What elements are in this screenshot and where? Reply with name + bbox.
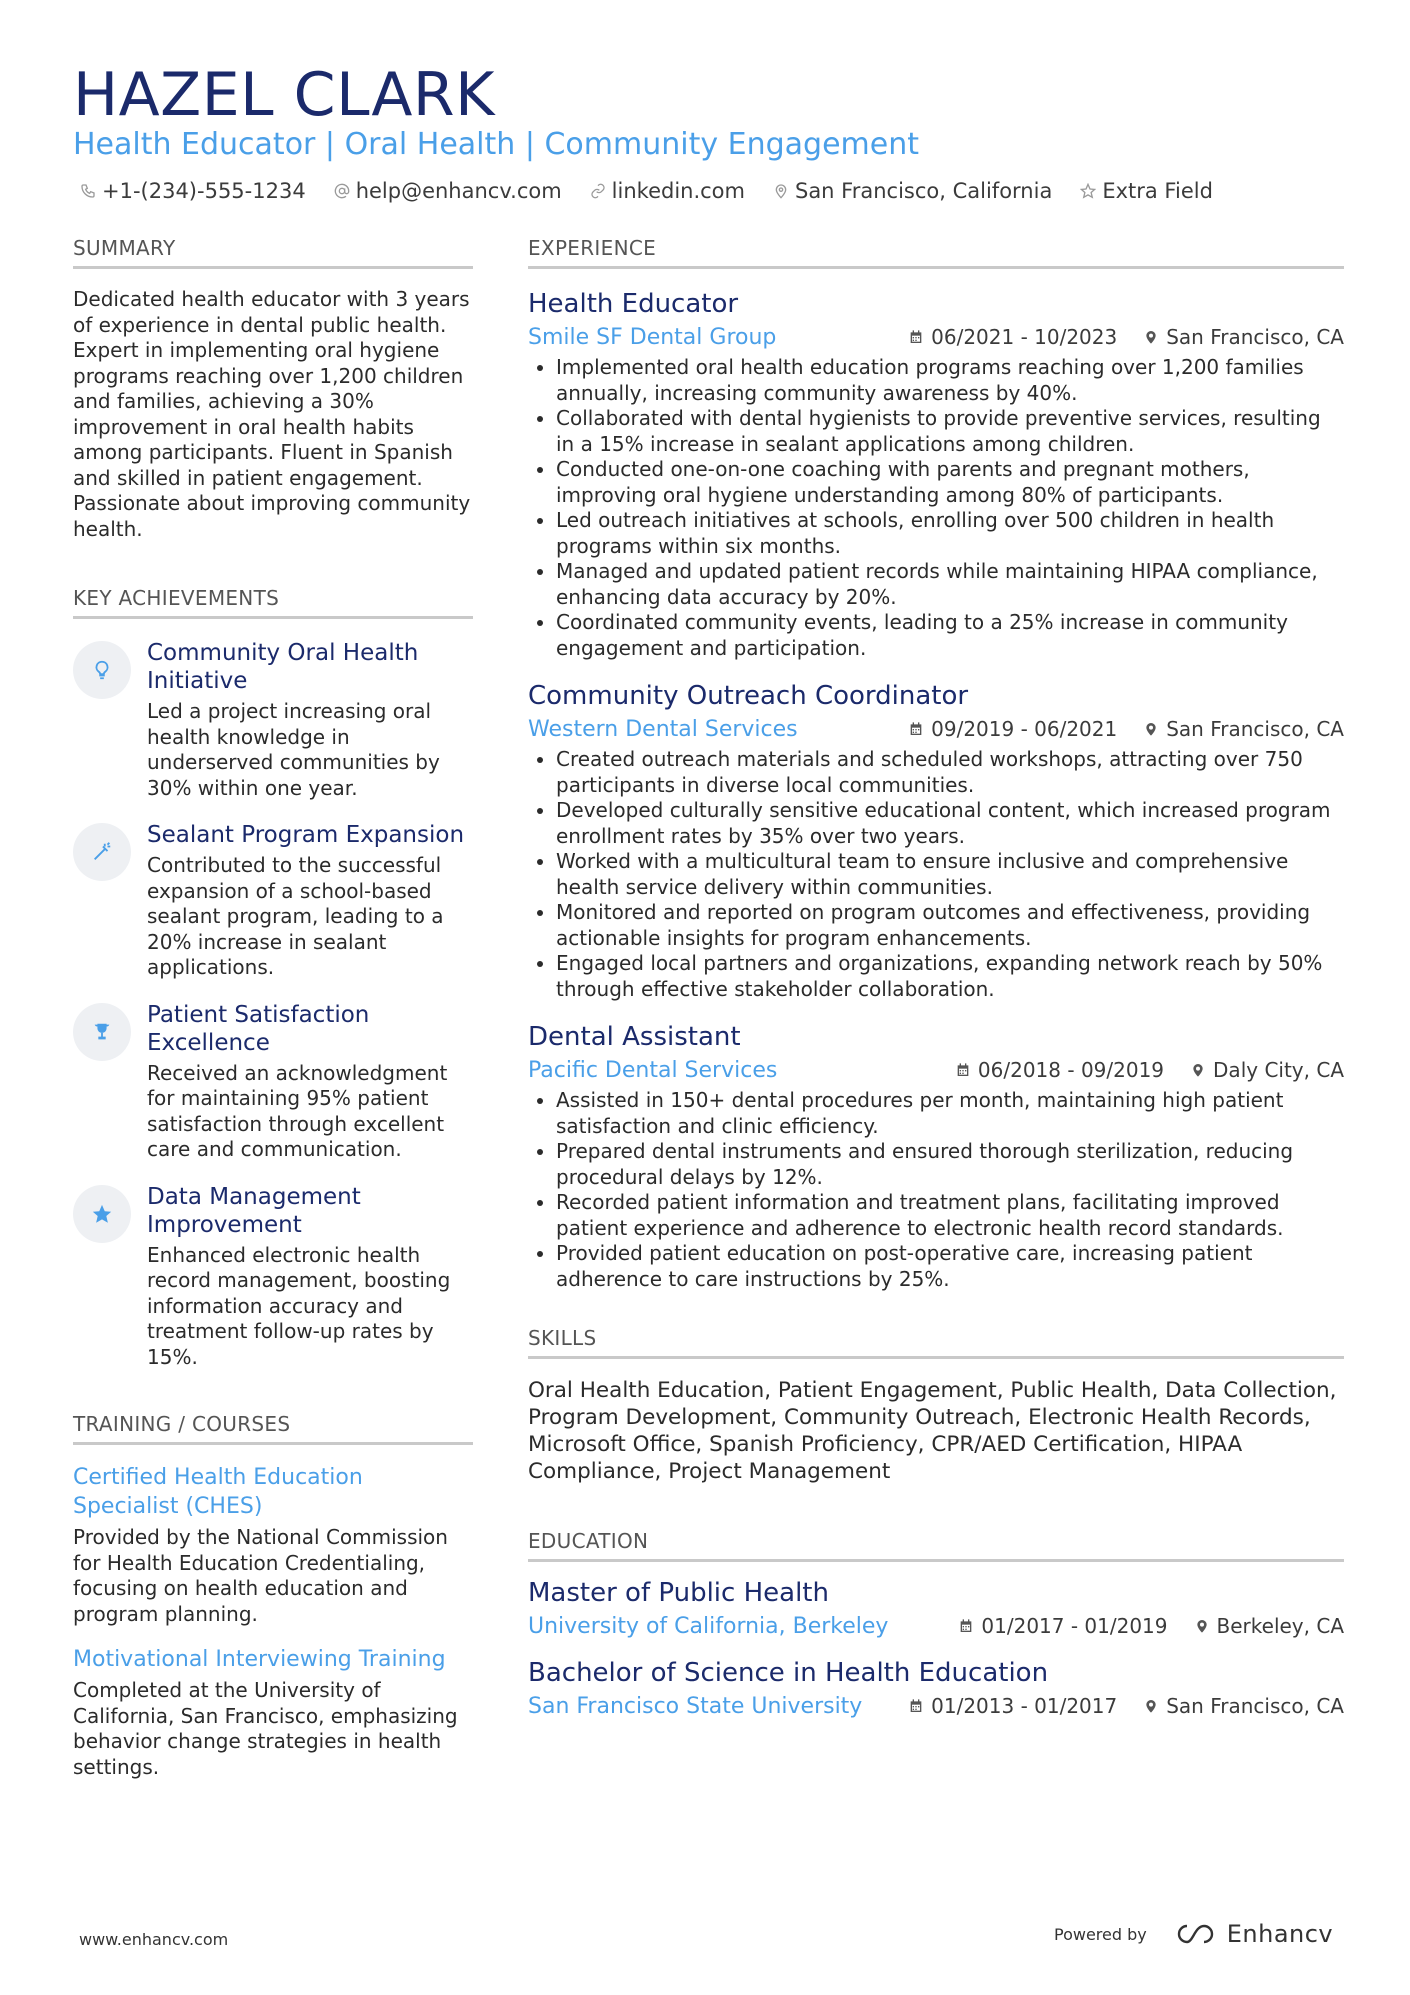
contact-email-text: help@enhancv.com — [355, 179, 562, 203]
job-bullet: • Developed culturally sensitive educational content, which increased program enrollment rates by 35% over two years. — [556, 798, 1344, 849]
job-bullet: • Worked with a multicultural team to ensure inclusive and comprehensive health service delivery within communities. — [556, 849, 1344, 900]
education-location: San Francisco, CA — [1143, 1694, 1344, 1718]
job-bullets — [528, 355, 1344, 661]
summary-text: Dedicated health educator with 3 years of experience in dental public health. Expert in implementing oral hygiene programs reaching over 1,200 children and families, achieving a 30% improvement in oral health habits among participants. Fluent in Spanish and skilled in patient engagement. Passionate about improving community health. — [73, 287, 471, 541]
education-dates: 01/2017 - 01/2019 — [958, 1614, 1167, 1638]
job-bullet: • Managed and updated patient records while maintaining HIPAA compliance, enhancing data accuracy by 20%. — [556, 559, 1344, 610]
job-location: San Francisco, CA — [1143, 717, 1344, 741]
skills-text: Oral Health Education, Patient Engagement, Public Health, Data Collection, Program Development, Community Outreach, Electronic Health Records, Microsoft Office, Spanish Proficiency, CPR/AED Certification, HIPAA Compliance, Project Management — [528, 1378, 1337, 1484]
location-pin-icon — [1190, 1062, 1206, 1078]
achievement-item — [73, 821, 473, 981]
calendar-icon — [908, 329, 924, 345]
job-entry — [528, 1020, 1344, 1292]
achievement-item — [73, 1001, 473, 1163]
achievement-item — [73, 1183, 473, 1371]
achievement-text: Enhanced electronic health record management, boosting information accuracy and treatment follow-up rates by 15%. — [147, 1242, 451, 1369]
candidate-name: HAZEL CLARK — [73, 60, 495, 130]
education-section — [528, 1529, 1344, 1722]
magic-wand-icon — [73, 823, 131, 881]
enhancv-logo-icon — [1173, 1921, 1221, 1947]
company-name: Western Dental Services — [528, 716, 798, 742]
achievement-text: Received an acknowledgment for maintaining 95% patient satisfaction through excellent care and communication. — [147, 1060, 448, 1161]
job-bullets — [528, 747, 1344, 1002]
star-icon — [1080, 183, 1096, 199]
education-dates: 01/2013 - 01/2017 — [908, 1694, 1117, 1718]
contact-linkedin-text: linkedin.com — [611, 179, 745, 203]
lightbulb-icon — [73, 641, 131, 699]
job-bullet: • Monitored and reported on program outcomes and effectiveness, providing actionable insights for program enhancements. — [556, 900, 1344, 951]
candidate-headline: Health Educator | Oral Health | Community Engagement — [73, 127, 919, 162]
phone-icon — [80, 183, 96, 199]
location-pin-icon — [1143, 721, 1159, 737]
achievement-text: Led a project increasing oral health knowledge in underserved communities by 30% within one year. — [147, 699, 440, 800]
job-entry — [528, 287, 1344, 661]
job-bullet: • Led outreach initiatives at schools, enrolling over 500 children in health programs within six months. — [556, 508, 1344, 559]
footer-website[interactable]: www.enhancv.com — [79, 1930, 229, 1949]
at-icon — [334, 183, 350, 199]
achievement-title: Community Oral Health Initiative — [147, 640, 419, 694]
location-pin-icon — [773, 183, 789, 199]
job-location: San Francisco, CA — [1143, 325, 1344, 349]
job-bullets — [528, 1088, 1344, 1292]
contact-extra-text: Extra Field — [1102, 179, 1213, 203]
footer-branding — [1054, 1920, 1333, 1948]
enhancv-brand-name: Enhancv — [1226, 1920, 1334, 1948]
experience-section — [528, 236, 1344, 1292]
contact-email[interactable] — [334, 179, 562, 203]
job-dates: 06/2018 - 09/2019 — [955, 1058, 1164, 1082]
right-column — [528, 236, 1344, 1722]
powered-by-label: Powered by — [1054, 1924, 1147, 1944]
course-title: Motivational Interviewing Training — [73, 1647, 446, 1672]
contact-linkedin[interactable] — [590, 179, 745, 203]
job-bullet: • Coordinated community events, leading to a 25% increase in community engagement and participation. — [556, 610, 1344, 661]
summary-section — [73, 236, 473, 542]
summary-heading: SUMMARY — [73, 236, 473, 269]
achievements-heading: KEY ACHIEVEMENTS — [73, 586, 473, 619]
job-location: Daly City, CA — [1190, 1058, 1344, 1082]
location-pin-icon — [1194, 1618, 1210, 1634]
skills-section — [528, 1326, 1344, 1485]
job-bullet: • Prepared dental instruments and ensured thorough sterilization, reducing procedural delays by 12%. — [556, 1139, 1344, 1190]
calendar-icon — [908, 1698, 924, 1714]
achievement-text: Contributed to the successful expansion of a school-based sealant program, leading to a 20% increase in sealant applications. — [147, 853, 444, 979]
course-description: Provided by the National Commission for Health Education Credentialing, focusing on health education and program planning. — [73, 1525, 448, 1626]
course-description: Completed at the University of California, San Francisco, emphasizing behavior change strategies in health settings. — [73, 1678, 458, 1779]
job-bullet: • Implemented oral health education programs reaching over 1,200 families annually, increasing community awareness by 40%. — [556, 355, 1344, 406]
job-bullet: • Recorded patient information and treatment plans, facilitating improved patient experience and adherence to electronic health record standards. — [556, 1190, 1344, 1241]
achievement-title: Data Management Improvement — [147, 1183, 361, 1238]
achievement-title: Patient Satisfaction Excellence — [147, 1001, 370, 1056]
education-location: Berkeley, CA — [1194, 1614, 1344, 1638]
contact-location-text: San Francisco, California — [794, 179, 1053, 203]
job-bullet: • Assisted in 150+ dental procedures per month, maintaining high patient satisfaction and clinic efficiency. — [556, 1088, 1344, 1139]
star-icon — [73, 1185, 131, 1243]
location-pin-icon — [1143, 1698, 1159, 1714]
course-title: Certified Health Education Specialist (CHES) — [73, 1465, 363, 1519]
training-section — [73, 1412, 473, 1780]
job-title: Health Educator — [528, 289, 739, 319]
calendar-icon — [955, 1062, 971, 1078]
contact-location — [773, 179, 1052, 203]
job-bullet: • Conducted one-on-one coaching with parents and pregnant mothers, improving oral hygiene understanding among 80% of participants. — [556, 457, 1344, 508]
achievement-title: Sealant Program Expansion — [147, 822, 465, 848]
skills-heading: SKILLS — [528, 1326, 1344, 1359]
job-bullet: • Created outreach materials and scheduled workshops, attracting over 750 participants in diverse local communities. — [556, 747, 1344, 798]
education-entry — [528, 1656, 1344, 1722]
job-bullet: • Collaborated with dental hygienists to provide preventive services, resulting in a 15% increase in sealant applications among children. — [556, 406, 1344, 457]
location-pin-icon — [1143, 329, 1159, 345]
contact-bar — [80, 176, 1241, 206]
degree-title: Bachelor of Science in Health Education — [528, 1658, 1049, 1688]
job-bullet: • Provided patient education on post-operative care, increasing patient adherence to care instructions by 25%. — [556, 1241, 1344, 1292]
trophy-icon — [73, 1003, 131, 1061]
degree-title: Master of Public Health — [528, 1578, 829, 1608]
job-title: Dental Assistant — [528, 1022, 741, 1052]
job-dates: 06/2021 - 10/2023 — [908, 325, 1117, 349]
contact-phone[interactable] — [80, 179, 306, 203]
contact-phone-text: +1-(234)-555-1234 — [102, 179, 306, 203]
job-dates: 09/2019 - 06/2021 — [908, 717, 1117, 741]
calendar-icon — [958, 1618, 974, 1634]
achievements-section — [73, 586, 473, 1370]
job-entry — [528, 679, 1344, 1002]
company-name: Smile SF Dental Group — [528, 324, 777, 350]
training-heading: TRAINING / COURSES — [73, 1412, 473, 1445]
experience-heading: EXPERIENCE — [528, 236, 1344, 269]
job-bullet: • Engaged local partners and organizations, expanding network reach by 50% through effective stakeholder collaboration. — [556, 951, 1344, 1002]
achievement-item — [73, 639, 473, 801]
left-column — [73, 236, 473, 1780]
education-heading: EDUCATION — [528, 1529, 1344, 1562]
contact-extra-field — [1080, 179, 1213, 203]
school-name: University of California, Berkeley — [528, 1613, 889, 1639]
education-entry — [528, 1576, 1344, 1642]
school-name: San Francisco State University — [528, 1693, 863, 1719]
calendar-icon — [908, 721, 924, 737]
job-title: Community Outreach Coordinator — [528, 681, 969, 711]
link-icon — [590, 183, 606, 199]
company-name: Pacific Dental Services — [528, 1057, 778, 1083]
